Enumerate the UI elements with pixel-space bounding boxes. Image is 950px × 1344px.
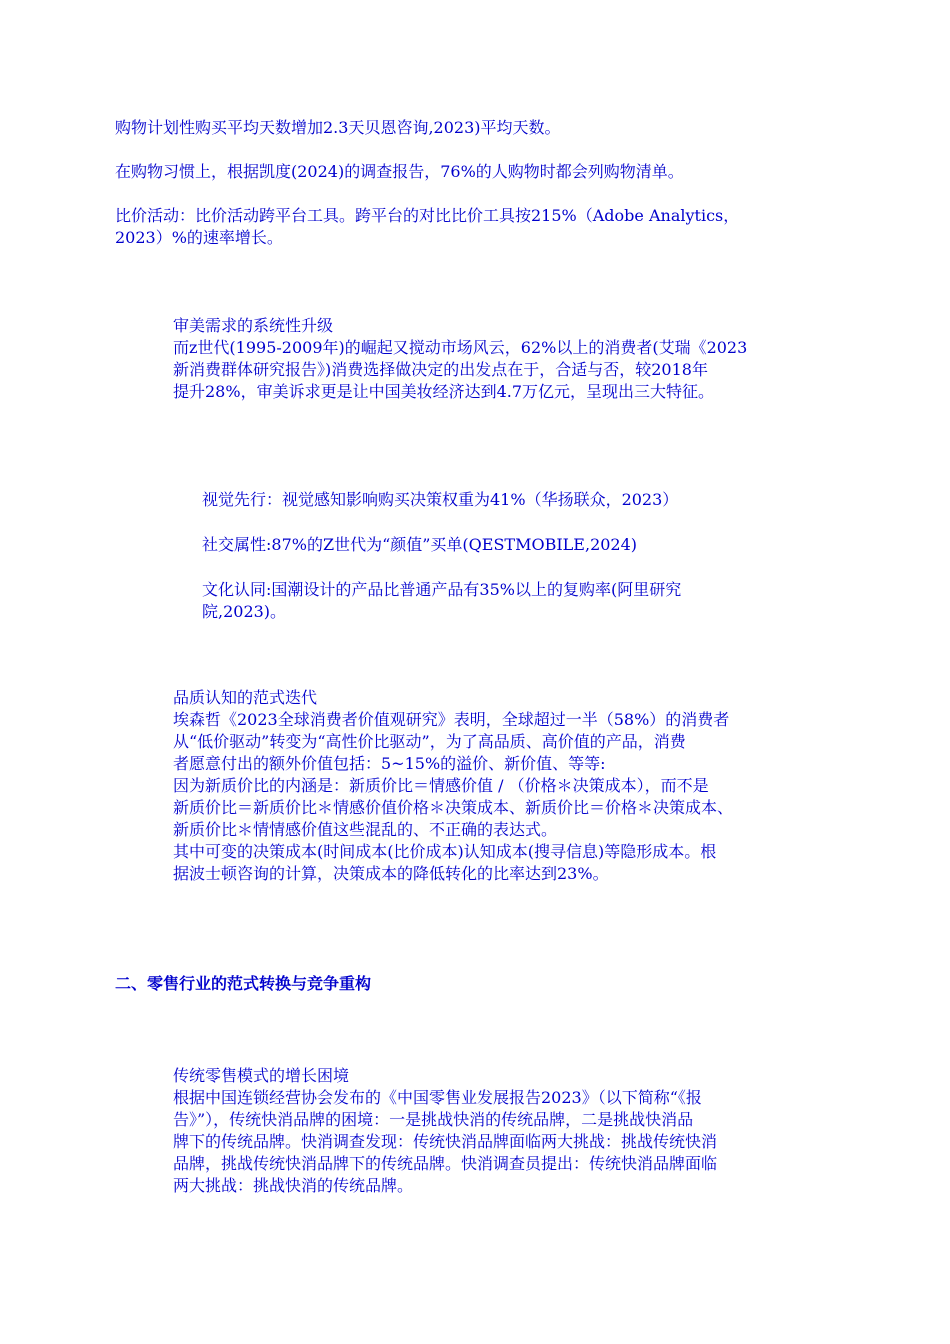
intro-paragraph-3-line-2: 2023）%的速率增长。 [115,228,283,247]
feature-visual: 视觉先行：视觉感知影响购买决策权重为41%（华扬联众，2023） [202,490,679,509]
traditional-line-4: 品牌，挑战传统快消品牌下的传统品牌。快消调查员提出：传统快消品牌面临 [173,1154,718,1173]
aesthetic-title: 审美需求的系统性升级 [173,316,334,335]
quality-line-8: 据波士顿咨询的计算，决策成本的降低转化的比率达到23%。 [173,864,609,883]
feature-culture [202,579,681,623]
traditional-line-2: 告》”），传统快消品牌的困境：一是挑战快消的传统品牌，二是挑战快消品 [173,1110,694,1129]
aesthetic-line-2: 新消费群体研究报告》)消费选择做决定的出发点在于，合适与否，较2018年 [173,360,708,379]
quality-line-4: 因为新质价比的内涵是：新质价比＝情感价值 / （价格＊决策成本），而不是 [173,776,709,795]
section-2-heading: 二、零售行业的范式转换与竞争重构 [115,974,372,993]
quality-line-5: 新质价比＝新质价比＊情感价值价格＊决策成本、新质价比＝价格＊决策成本、 [173,798,734,817]
quality-title: 品质认知的范式迭代 [173,688,318,707]
feature-social: 社交属性:87%的Z世代为“颜值”买单(QESTMOBILE,2024) [202,535,638,554]
aesthetic-block [173,315,747,403]
intro-paragraph-1: 购物计划性购买平均天数增加2.3天贝恩咨询,2023)平均天数。 [115,118,561,137]
feature-culture-line-1: 文化认同:国潮设计的产品比普通产品有35%以上的复购率(阿里研究 [202,580,682,599]
traditional-line-3: 牌下的传统品牌。快消调查发现：传统快消品牌面临两大挑战：挑战传统快消 [173,1132,718,1151]
traditional-block [173,1065,717,1197]
quality-line-6: 新质价比＊情情感价值这些混乱的、不正确的表达式。 [173,820,558,839]
quality-line-1: 埃森哲《2023全球消费者价值观研究》表明，全球超过一半（58%）的消费者 [173,710,730,729]
quality-line-2: 从“低价驱动”转变为“高性价比驱动”，为了高品质、高价值的产品，消费 [173,732,686,751]
feature-culture-line-2: 院,2023)。 [202,602,287,621]
quality-line-3: 者愿意付出的额外价值包括：5~15%的溢价、新价值、等等: [173,754,606,773]
aesthetic-line-3: 提升28%，审美诉求更是让中国美妆经济达到4.7万亿元，呈现出三大特征。 [173,382,715,401]
intro-paragraph-3 [115,205,739,249]
traditional-title: 传统零售模式的增长困境 [173,1066,350,1085]
intro-paragraph-2: 在购物习惯上，根据凯度(2024)的调查报告，76%的人购物时都会列购物清单。 [115,162,684,181]
intro-paragraph-3-line-1: 比价活动：比价活动跨平台工具。跨平台的对比比价工具按215%（Adobe Analytics， [115,206,740,225]
traditional-line-1: 根据中国连锁经营协会发布的《中国零售业发展报告2023》（以下简称“《报 [173,1088,702,1107]
traditional-line-5: 两大挑战：挑战快消的传统品牌。 [173,1176,414,1195]
quality-block [173,687,733,885]
aesthetic-line-1: 而z世代(1995-2009年)的崛起又搅动市场风云，62%以上的消费者(艾瑞《2023 [173,338,748,357]
quality-line-7: 其中可变的决策成本(时间成本(比价成本)认知成本(搜寻信息)等隐形成本。根 [173,842,717,861]
